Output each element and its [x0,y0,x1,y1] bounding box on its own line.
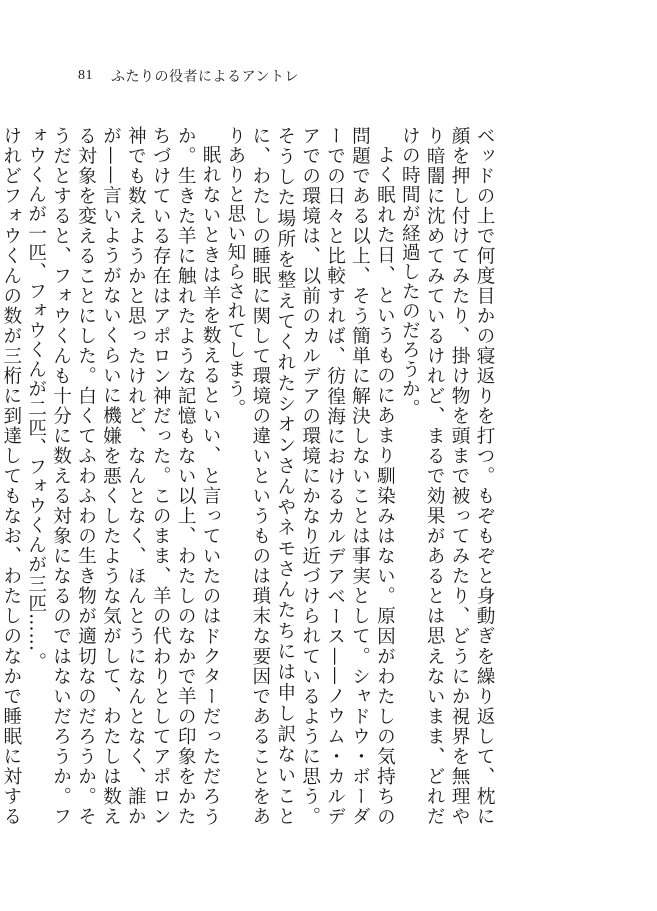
paragraph-4: けれどフォウくんの数が三桁に到達してもなお、わたしのなかで睡眠に対する [0,126,22,826]
paragraph-2: よく眠れた日、というものにあまり馴染みはない。原因がわたしの気持ちの問題である以上、そう簡単に解決しないことは事実として。シャドウ・ボーダーでの日々と比較すれば、彷徨海におけるカルデアベース——ノウム・カルデアでの環境は、以前のカルデアの環境にかなり近づけられているように思う。そうした場所を整えてくれたシオンさんやネモさんたちには申し訳ないことに、わたしの睡眠に関して環境の違いというものは瑣末な要因であることをありありと思い知らされてしまう。 [224,126,396,826]
paragraph-1: ベッドの上で何度目かの寝返りを打つ。もぞもぞと身動ぎを繰り返して、枕に顔を押し付けてみたり、掛け物を頭まで被ってみたり、どうにか視界を無理やり暗闇に沈めてみているけれど、まるで効果があるとは思えないまま、どれだけの時間が経過したのだろうか。 [399,126,495,826]
running-header [78,64,299,88]
page-number: 81 [78,68,93,83]
running-title: ふたりの役者によるアントレ [111,69,299,85]
paragraph-3: 眠れないときは羊を数えるといい、と言っていたのはドクターだっただろうか。生きた羊に触れたような記憶もない以上、わたしのなかで羊の印象をかたちづけている存在はアポロン神だった。このまま、羊の代わりとしてアポロン神でも数えようかと思ったけれど、なんとなく、ほんとうになんとなく、誰かが——言いようがないくらいに機嫌を悪くしたような気がして、わたしは数える対象を変えることにした。白くてふわふわの生き物が適切なのだろうか。そうだとすると、フォウくんも十分に数える対象になるのではないだろうか。フォウくんが一匹、フォウくんが二匹、フォウくんが三匹……。 [25,126,222,826]
body-text [0,126,496,826]
